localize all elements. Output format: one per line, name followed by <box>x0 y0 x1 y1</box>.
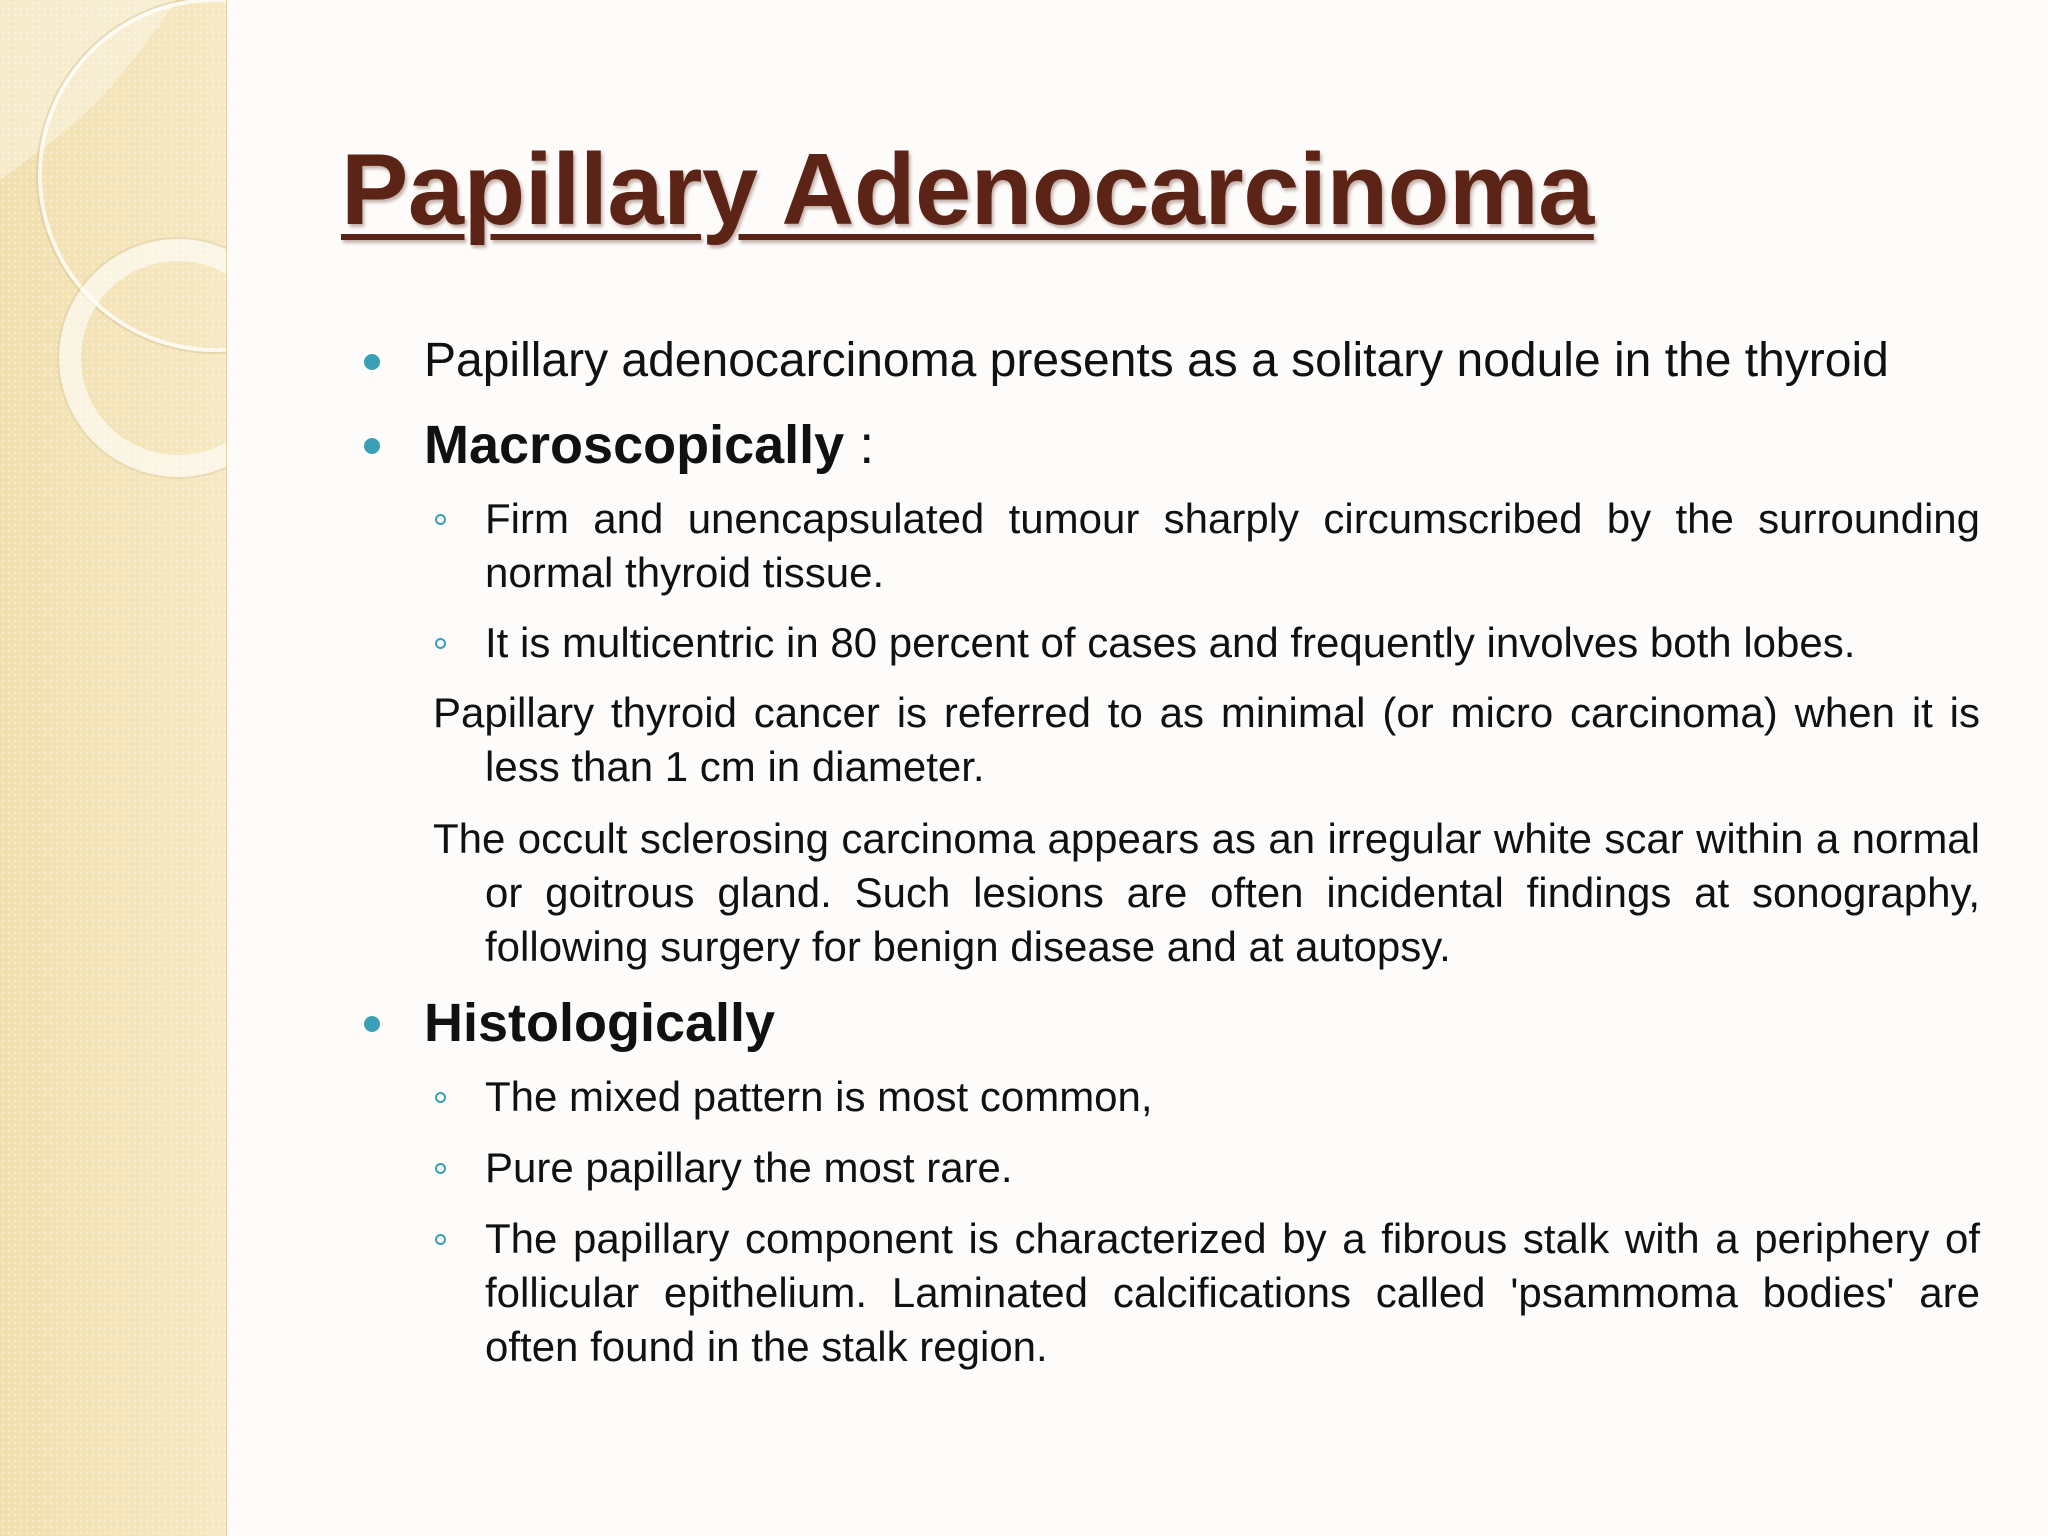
sub-bullet-icon <box>435 638 446 649</box>
sub-bullet-icon <box>435 514 446 525</box>
histologically-heading <box>340 988 1980 1058</box>
histo-item-text: The mixed pattern is most common, <box>485 1073 1153 1120</box>
histologically-label: Histologically <box>424 993 776 1053</box>
macro-paragraph: Papillary thyroid cancer is referred to as minimal (or micro carcinoma) when it is less than 1 cm in diameter. <box>433 689 1980 790</box>
macroscopically-heading <box>340 410 1980 480</box>
slide-content <box>340 330 1980 1374</box>
sub-bullet-icon <box>435 1092 446 1103</box>
macro-paragraph: The occult sclerosing carcinoma appears as an irregular white scar within a normal or goitrous gland. Such lesions are often incidental findings at sonography, following surgery for benign disease and at autopsy. <box>433 815 1980 970</box>
histo-item <box>340 1212 1980 1374</box>
macro-item <box>340 492 1980 600</box>
macroscopically-label: Macroscopically <box>424 415 845 475</box>
bullet-dot-icon <box>364 1016 380 1032</box>
macro-item <box>340 616 1980 670</box>
slide-title: Papillary Adenocarcinoma <box>341 134 1594 246</box>
bullet-dot-icon <box>364 354 380 370</box>
sub-bullet-icon <box>435 1234 446 1245</box>
macroscopically-colon: : <box>844 415 875 475</box>
histo-item-text: The papillary component is characterized by a fibrous stalk with a periphery of follicular epithelium. Laminated calcifications called 'psammoma bodies' are often found in the stalk region. <box>485 1215 1980 1370</box>
decorative-rings <box>0 0 226 1536</box>
bullet-intro-text: Papillary adenocarcinoma presents as a solitary nodule in the thyroid <box>424 334 1889 387</box>
bullet-intro <box>340 330 1980 392</box>
macro-item-text: Firm and unencapsulated tumour sharply circumscribed by the surrounding normal thyroid tissue. <box>485 495 1980 596</box>
sub-bullet-icon <box>435 1163 446 1174</box>
histo-item-text: Pure papillary the most rare. <box>485 1144 1013 1191</box>
histo-item <box>340 1070 1980 1124</box>
decorative-sidebar <box>0 0 227 1536</box>
macro-item-text: It is multicentric in 80 percent of cases and frequently involves both lobes. <box>485 619 1856 666</box>
bullet-dot-icon <box>364 438 380 454</box>
histo-item <box>340 1141 1980 1195</box>
